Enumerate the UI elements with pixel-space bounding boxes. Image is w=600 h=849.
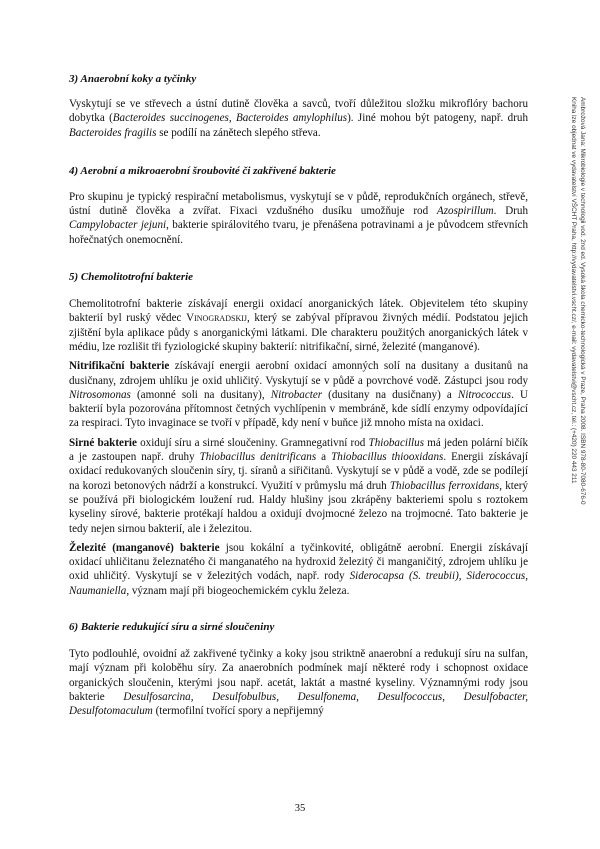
text: . Energii získávají oxidací redukovaných sloučenin síry, tj. síranů a siřičitanů. Vyskytují se v půdě a vodě, zde se podílejí na korozi betonových nádrží a konstrukcí. Využití v průmyslu má druh <box>69 451 528 492</box>
section-heading-anaerobic-cocci: 3) Anaerobní koky a tyčinky <box>69 73 197 85</box>
species-name: Thiobacillus ferroxidans <box>389 479 500 492</box>
text: Tyto podlouhlé, ovoidní až zakřivené tyčinky a koky jsou striktně anaerobní a redukují síru na sulfan, mají význam při koloběhu síry. Za anaerobních podmínek mají některé rody i schopnost oxidace organických sloučenin, kterými jsou např. acetát, laktát a mastné kyseliny. Významnými rody jsou bakterie <box>69 648 528 703</box>
text: , který se používá při biologickém loužení rud. Haldy hlušiny jsou zkrápěny bakteriemi spolu s roztokem kyseliny sírové, bakterie protékají haldou a oxidují dvojmocné železo na trojmocné. Tato bakterie je tedy nejen sirnou bakterií, ale i železitou. <box>69 479 528 535</box>
scientist-name: Vinogradskij <box>186 312 247 325</box>
genus-names: Desulfosarcina, Desulfobulbus, Desulfonema, Desulfococcus, Desulfobacter, Desulfotomaculum <box>69 690 529 718</box>
section-heading-chemolithotrophic: 5) Chemolitotrofní bakterie <box>69 271 194 284</box>
paragraph-sulfur-bacteria <box>69 436 528 536</box>
text: a <box>316 451 332 464</box>
paragraph-iron-bacteria <box>69 541 528 598</box>
side-note-line-1: Ambrožová Jana: Mikrobiologie v technologii vod. 2nd ed. Vysoká škola chemicko-technologická v Praze, Praha 2008. ISBN 978-80-7080-676-0 <box>579 97 586 505</box>
text: Pro skupinu je typický respirační metabolismus, vyskytují se v půdě, reprodukčních orgánech, střevě, ústní dutině člověka a zvířat. Fixaci vzdušného dusíku umožňuje rod <box>69 190 528 218</box>
page-content <box>69 62 528 719</box>
species-name: Bacteroides fragilis <box>69 126 157 139</box>
text: jsou kokální a tyčinkovité, obligátně aerobní. Energii získávají oxidací uhličitanu železnatého či manganatého na hydroxid železitý či manganičitý, zdrojem uhlíku je oxid uhličitý. Vyskytují se v železitých vodách, např. rody <box>69 541 528 583</box>
paragraph-sulfur-reducing <box>69 647 528 718</box>
species-name: Thiobacillus thiooxidans <box>331 451 444 464</box>
paragraph-nitrifying-bacteria <box>69 359 528 430</box>
paragraph-anaerobic-cocci <box>69 97 528 140</box>
text: se podílí na zánětech slepého střeva. <box>156 126 321 139</box>
text: oxidují síru a sirné sloučeniny. Gramnegativní rod <box>136 436 369 449</box>
genus-name: Nitrococcus <box>457 388 512 401</box>
text: (amonné soli na dusitany), <box>130 388 271 401</box>
side-note <box>556 97 586 617</box>
section-heading-spiral-bacteria: 4) Aerobní a mikroaerobní šroubovité či zakřivené bakterie <box>69 164 336 177</box>
genus-name: Azospirillum <box>436 205 494 218</box>
page-number: 35 <box>294 803 306 814</box>
species-name: Campylobacter jejuni <box>69 219 167 232</box>
text: , bakterie spirálovitého tvaru, je přenášena potravinami a je původcem střevních hořečnatých onemocnění. <box>69 219 529 246</box>
section-heading-sulfur-reducing: 6) Bakterie redukující síru a sirné sloučeniny <box>69 621 275 634</box>
genus-name: Thiobacillus <box>368 436 425 449</box>
genus-name: Nitrosomonas <box>69 388 131 401</box>
text: . Druh <box>493 205 529 218</box>
text: , který se zabýval přípravou živných médií. Podstatou jejich zjištění byla aplikace půdy s anorganickými látkami. Dle charakteru použitých anorganických látek v médiu, lze rozlišit tři fyziologické skupiny bakterií: nitrifikační, sirné, železité (manganové). <box>69 312 529 353</box>
text: (dusitany na dusičnany) a <box>322 388 458 401</box>
text: (termofilní tvořící spory a nepřijemný <box>152 705 324 718</box>
text: , význam mají při biogeochemickém cyklu železa. <box>126 584 350 597</box>
species-name: Thiobacillus denitrificans <box>199 451 317 464</box>
text: získávají energii aerobní oxidací amonných solí na dusitany a dusitanů na dusičnany, zdrojem uhlíku je oxid uhličitý. Vyskytují se v půdě a povrchové vodě. Zástupci jsou rody <box>69 360 529 387</box>
text: . U bakterií byla pozorována přítomnost četných vychlípenin v membráně, kde sídlí enzymy odpovídající za respiraci. Tyto invaginace se tvoří v případě, kdy není v buňce již mnoho místa na oxidaci. <box>69 388 529 430</box>
text: má jeden polární bičík a je zastoupen např. druhy <box>69 436 528 464</box>
text: Vyskytují se ve střevech a ústní dutině člověka a savců, tvoří důležitou složku mikroflóry bachoru dobytka ( <box>69 98 528 125</box>
term: Železité (manganové) bakterie <box>69 541 220 554</box>
text: ). Jiné mohou být patogeny, např. druh <box>347 112 528 125</box>
term: Nitrifikační bakterie <box>69 360 170 373</box>
genus-name: Nitrobacter <box>270 388 323 401</box>
paragraph-chemolithotrophic-intro <box>69 297 528 354</box>
term: Sirné bakterie <box>69 436 137 449</box>
genus-names: Siderocapsa (S. treubii), Siderococcus, Naumaniella <box>69 570 528 597</box>
species-names: Bacteroides succinogenes, Bacteroides amylophilus <box>112 112 348 125</box>
paragraph-spiral-bacteria <box>69 190 528 247</box>
text: Chemolitotrofní bakterie získávají energii oxidací anorganických látek. Objevitelem této skupiny bakterií byl ruský vědec <box>69 298 528 325</box>
side-note-line-2: Kniha lze objednat ve vydavatelství VŠCHT Praha, http://vydavatelstvi.vscht.cz/, e-mail: vydavatelstvi@vscht.cz, tel.: (+420) 220 443 211 <box>570 97 578 484</box>
